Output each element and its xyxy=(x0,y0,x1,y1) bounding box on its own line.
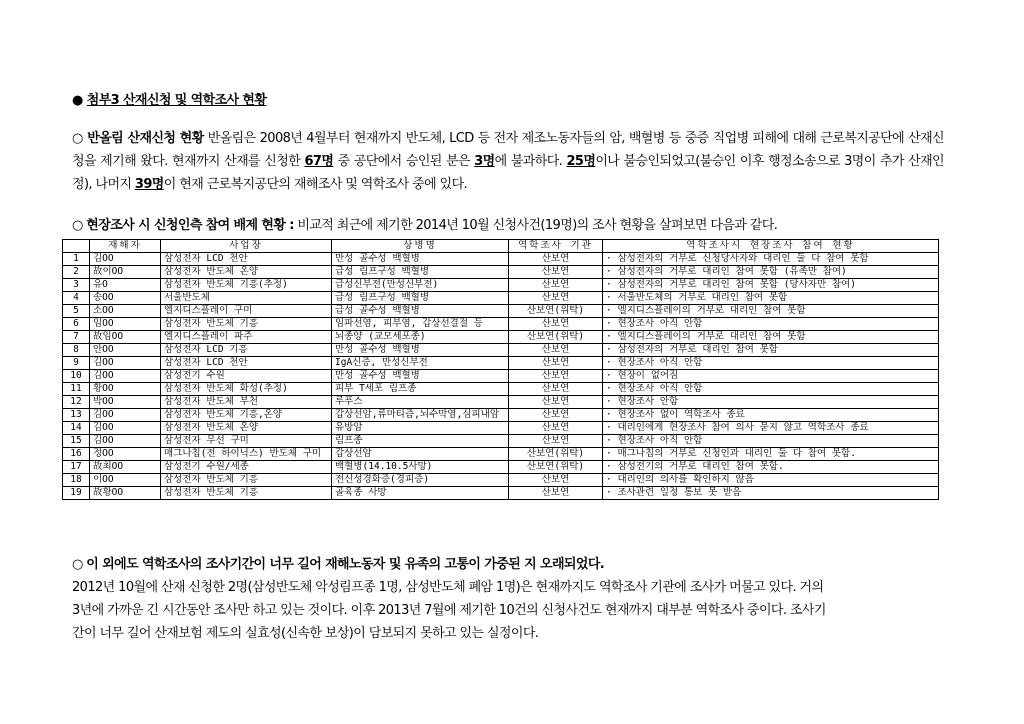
cell-victim: 유O xyxy=(90,279,161,292)
cell-no: 14 xyxy=(63,422,90,435)
table-row xyxy=(63,266,939,279)
cell-participation: · 엘지디스플레이의 거부로 대리인 참여 못함 xyxy=(603,305,939,318)
cell-victim: 이OO xyxy=(90,474,161,487)
table-row xyxy=(63,370,939,383)
cell-disease: 피부 T세포 림프종 xyxy=(332,383,509,396)
cell-agency: 산보연 xyxy=(509,266,603,279)
section-text: 반올림은 2008년 4월부터 현재까지 반도체, LCD 등 전자 제조노동자들의 암, 백혈병 등 중증 직업병 피해에 대해 근로복지공단에 산재신청을 제기해 왔다. 현재까지 산재를 신청한 xyxy=(72,131,944,169)
table-row xyxy=(63,318,939,331)
cell-agency: 산보연 xyxy=(509,383,603,396)
section-application-status xyxy=(72,127,944,196)
section-title: 반올림 산재신청 현황 xyxy=(87,131,204,146)
cell-workplace: 삼성전자 무선 구미 xyxy=(161,435,332,448)
cell-disease: 림프종 xyxy=(332,435,509,448)
cell-no: 8 xyxy=(63,344,90,357)
cell-agency: 산보연(위탁) xyxy=(509,461,603,474)
column-header-disease: 상병명 xyxy=(332,240,509,253)
cell-no: 7 xyxy=(63,331,90,344)
cell-participation: · 대리인에게 현장조사 참여 의사 묻지 않고 역학조사 종료 xyxy=(603,422,939,435)
cell-participation: · 대리인의 의사를 확인하지 않음 xyxy=(603,474,939,487)
cell-workplace: 삼성전자 LCD 천안 xyxy=(161,357,332,370)
table-row xyxy=(63,487,939,500)
cell-agency: 산보연 xyxy=(509,318,603,331)
cell-participation: · 매그나칩의 거부로 신청인과 대리인 둘 다 참여 못함. xyxy=(603,448,939,461)
cell-disease: 만성 골수성 백혈병 xyxy=(332,253,509,266)
cell-participation: · 현장조사 아직 안함 xyxy=(603,435,939,448)
table-row xyxy=(63,279,939,292)
cell-workplace: 삼성전자 반도체 기흥,온양 xyxy=(161,409,332,422)
cell-disease: 갑상선암,류마티즘,뇌수막염,심피내암 xyxy=(332,409,509,422)
section-text: 이 현재 근로복지공단의 재해조사 및 역학조사 중에 있다. xyxy=(163,177,468,192)
cell-disease: 유방암 xyxy=(332,422,509,435)
table-row xyxy=(63,331,939,344)
cell-victim: 故이OO xyxy=(90,266,161,279)
cell-workplace: 엘지디스플레이 파주 xyxy=(161,331,332,344)
count-applied: 67명 xyxy=(304,154,334,169)
cell-victim: 故최OO xyxy=(90,461,161,474)
cell-workplace: 삼성전자 반도체 온양 xyxy=(161,266,332,279)
cell-victim: 故임OO xyxy=(90,331,161,344)
cell-workplace: 삼성전자 반도체 온양 xyxy=(161,422,332,435)
bullet-icon: ○ xyxy=(72,218,83,233)
cell-agency: 산보연 xyxy=(509,292,603,305)
section-title: 이 외에도 역학조사의 조사기간이 너무 길어 재해노동자 및 유족의 고통이 가중된 지 오래되었다. xyxy=(86,557,605,572)
cell-disease: 갑상선암 xyxy=(332,448,509,461)
paragraph-line: 2012년 10월에 산재 신청한 2명(삼성반도체 악성림프종 1명, 삼성반도체 폐암 1명)은 현재까지도 역학조사 기관에 조사가 머물고 있다. 거의 xyxy=(72,580,824,595)
cell-disease: 뇌종양 (교모세포종) xyxy=(332,331,509,344)
cell-no: 3 xyxy=(63,279,90,292)
count-approved: 3명 xyxy=(474,154,495,169)
cell-participation: · 삼성전자의 거부로 신청당사자와 대리인 둘 다 참여 못함 xyxy=(603,253,939,266)
cell-agency: 산보연(위탁) xyxy=(509,331,603,344)
table-header-row xyxy=(63,240,939,253)
cell-no: 10 xyxy=(63,370,90,383)
cell-workplace: 매그나칩(전 하이닉스) 반도체 구미 xyxy=(161,448,332,461)
bullet-icon: ○ xyxy=(72,131,84,146)
cell-participation: · 삼성전기의 거부로 대리인 참여 못함. xyxy=(603,461,939,474)
paragraph-line: 간이 너무 길어 산재보험 제도의 실효성(신속한 보상)이 담보되지 못하고 있는 실정이다. xyxy=(72,626,539,641)
table-row xyxy=(63,253,939,266)
cell-participation: · 조사관련 일정 통보 못 받음 xyxy=(603,487,939,500)
cell-workplace: 삼성전자 반도체 부천 xyxy=(161,396,332,409)
attachment-heading xyxy=(72,89,266,108)
count-rejected: 25명 xyxy=(566,154,596,169)
cell-agency: 산보연 xyxy=(509,253,603,266)
table-row xyxy=(63,422,939,435)
cell-disease: 만성 골수성 백혈병 xyxy=(332,344,509,357)
table-row xyxy=(63,396,939,409)
cell-workplace: 삼성전자 반도체 기흥(추정) xyxy=(161,279,332,292)
cell-victim: 박OO xyxy=(90,396,161,409)
cell-no: 2 xyxy=(63,266,90,279)
table-row xyxy=(63,461,939,474)
cell-victim: 김OO xyxy=(90,422,161,435)
cell-workplace: 엘지디스플레이 구미 xyxy=(161,305,332,318)
count-pending: 39명 xyxy=(134,177,164,192)
cell-no: 4 xyxy=(63,292,90,305)
cell-participation: · 삼성전자의 거부로 대리인 참여 못함 (유족만 참여) xyxy=(603,266,939,279)
cell-agency: 산보연 xyxy=(509,370,603,383)
cell-workplace: 삼성전자 LCD 천안 xyxy=(161,253,332,266)
cell-agency: 산보연 xyxy=(509,422,603,435)
section-title: 현장조사 시 신청인측 참여 배제 현황 : xyxy=(86,218,294,233)
cell-participation: · 현장조사 아직 안함 xyxy=(603,383,939,396)
cell-disease: 급성 림프구성 백혈병 xyxy=(332,266,509,279)
heading-text: 첨부3 산재신청 및 역학조사 현황 xyxy=(86,93,267,108)
cell-disease: 급성신부전(만성신부전) xyxy=(332,279,509,292)
table-row xyxy=(63,305,939,318)
cell-participation: · 현장이 없어짐 xyxy=(603,370,939,383)
cell-workplace: 삼성전자 LCD 기흥 xyxy=(161,344,332,357)
cell-participation: · 삼성전자의 거부로 대리인 참여 못함 xyxy=(603,344,939,357)
cell-disease: 급성 골수성 백혈병 xyxy=(332,305,509,318)
cell-participation: · 현장조사 아직 안함 xyxy=(603,357,939,370)
table-row xyxy=(63,409,939,422)
cell-participation: · 현장조사 없이 역학조사 종료 xyxy=(603,409,939,422)
cell-disease: 루푸스 xyxy=(332,396,509,409)
cell-participation: · 엘지디스플레이의 거부로 대리인 참여 못함 xyxy=(603,331,939,344)
cell-participation: · 현장조사 아직 안함 xyxy=(603,318,939,331)
cell-victim: 임OO xyxy=(90,318,161,331)
cell-agency: 산보연 xyxy=(509,344,603,357)
column-header-agency: 역학조사 기관 xyxy=(509,240,603,253)
cell-victim: 김OO xyxy=(90,409,161,422)
column-header-victim: 재해자 xyxy=(90,240,161,253)
cell-victim: 김OO xyxy=(90,435,161,448)
survey-table xyxy=(62,239,939,500)
cell-workplace: 삼성전자 반도체 기흥 xyxy=(161,318,332,331)
cell-agency: 산보연(위탁) xyxy=(509,448,603,461)
cell-no: 15 xyxy=(63,435,90,448)
cell-no: 16 xyxy=(63,448,90,461)
table-row xyxy=(63,435,939,448)
cell-disease: 만성 골수성 백혈병 xyxy=(332,370,509,383)
cell-workplace: 삼성전자 반도체 기흥 xyxy=(161,487,332,500)
table-body xyxy=(63,253,939,500)
cell-participation: · 현장조사 안함 xyxy=(603,396,939,409)
cell-no: 6 xyxy=(63,318,90,331)
cell-no: 5 xyxy=(63,305,90,318)
bullet-icon: ○ xyxy=(72,557,83,572)
cell-agency: 산보연 xyxy=(509,435,603,448)
cell-no: 11 xyxy=(63,383,90,396)
cell-victim: 황OO xyxy=(90,383,161,396)
cell-victim: 안OO xyxy=(90,344,161,357)
cell-victim: 정OO xyxy=(90,448,161,461)
table-row xyxy=(63,357,939,370)
cell-no: 18 xyxy=(63,474,90,487)
cell-agency: 산보연 xyxy=(509,487,603,500)
section-survey-duration xyxy=(72,553,944,645)
cell-workplace: 서울반도체 xyxy=(161,292,332,305)
table-row xyxy=(63,344,939,357)
cell-agency: 산보연 xyxy=(509,474,603,487)
table-row xyxy=(63,383,939,396)
cell-workplace: 삼성전자 반도체 화성(추정) xyxy=(161,383,332,396)
cell-agency: 산보연 xyxy=(509,396,603,409)
cell-no: 1 xyxy=(63,253,90,266)
cell-participation: · 삼성전자의 거부로 대리인 참여 못함 (당사자만 참여) xyxy=(603,279,939,292)
column-header-no xyxy=(63,240,90,253)
cell-victim: 소OO xyxy=(90,305,161,318)
cell-disease: 전신성경화증(경피증) xyxy=(332,474,509,487)
cell-no: 13 xyxy=(63,409,90,422)
section-text: 비교적 최근에 제기한 2014년 10월 신청사건(19명)의 조사 현황을 살펴보면 다음과 같다. xyxy=(293,218,778,233)
bullet-icon: ● xyxy=(72,93,83,108)
cell-disease: 골육종 사망 xyxy=(332,487,509,500)
cell-victim: 김OO xyxy=(90,253,161,266)
cell-no: 17 xyxy=(63,461,90,474)
cell-disease: IgA신증, 만성신부전 xyxy=(332,357,509,370)
cell-workplace: 삼성전자 반도체 기흥 xyxy=(161,474,332,487)
cell-victim: 송OO xyxy=(90,292,161,305)
cell-workplace: 삼성전기 수원/세종 xyxy=(161,461,332,474)
table-row xyxy=(63,474,939,487)
column-header-workplace: 사업장 xyxy=(161,240,332,253)
table-row xyxy=(63,448,939,461)
cell-disease: 급성 림프구성 백혈병 xyxy=(332,292,509,305)
paragraph-line: 3년에 가까운 긴 시간동안 조사만 하고 있는 것이다. 이후 2013년 7월에 제기한 10건의 신청사건도 현재까지 대부분 역학조사 중이다. 조사기 xyxy=(72,603,826,618)
column-header-participation: 역학조사시 현장조사 참여 현황 xyxy=(603,240,939,253)
cell-victim: 김OO xyxy=(90,357,161,370)
cell-victim: 故황OO xyxy=(90,487,161,500)
cell-disease: 백혈병(14.10.5사망) xyxy=(332,461,509,474)
cell-no: 12 xyxy=(63,396,90,409)
cell-no: 9 xyxy=(63,357,90,370)
section-field-survey xyxy=(72,214,777,233)
cell-no: 19 xyxy=(63,487,90,500)
cell-agency: 산보연(위탁) xyxy=(509,305,603,318)
section-text: 이나 불승인되었고(불승인 이후 행정소송으로 3명이 추가 산재인정), 나머지 xyxy=(72,154,945,192)
section-text: 에 불과하다. xyxy=(494,154,567,169)
cell-disease: 임파선염, 피부염, 갑상선결절 등 xyxy=(332,318,509,331)
cell-agency: 산보연 xyxy=(509,279,603,292)
cell-agency: 산보연 xyxy=(509,357,603,370)
cell-agency: 산보연 xyxy=(509,409,603,422)
table-row xyxy=(63,292,939,305)
section-heading-line xyxy=(72,553,944,576)
section-text: 중 공단에서 승인된 분은 xyxy=(333,154,475,169)
cell-participation: · 서울반도체의 거부로 대리인 참여 못함 xyxy=(603,292,939,305)
cell-workplace: 삼성전기 수원 xyxy=(161,370,332,383)
cell-victim: 김OO xyxy=(90,370,161,383)
